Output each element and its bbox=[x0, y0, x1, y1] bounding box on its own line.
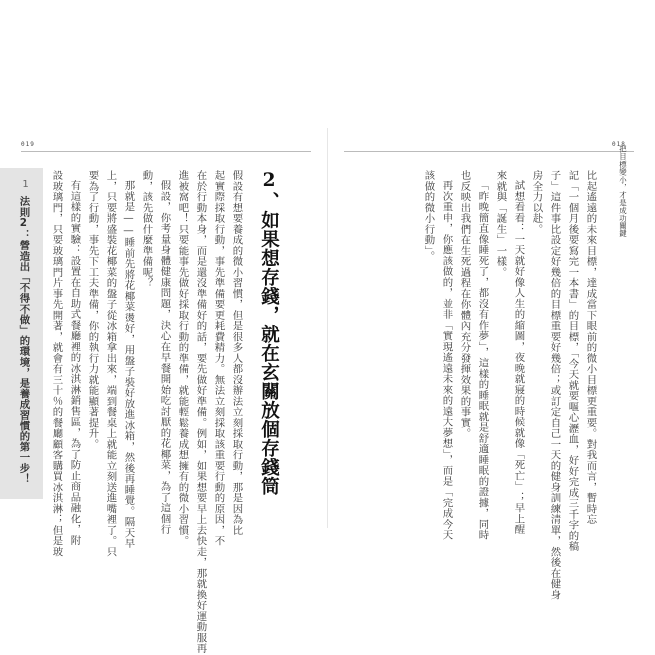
right-top-rule bbox=[344, 151, 634, 152]
left-column-2: 起實際採取行動，事先準備要更耗費精力。無法立刻採取該重要行動的原因，不 bbox=[212, 170, 225, 547]
left-column-5: 假設，你考量身體健康問題，決心在早餐開始吃討厭的花椰菜，為了這個行 bbox=[158, 180, 171, 535]
left-column-7: 那就是——睡前先將花椰菜燙好，用盤子裝好放進冰箱，然後再睡覺。隔天早 bbox=[122, 180, 135, 549]
left-top-rule bbox=[21, 151, 311, 152]
right-column-1: 比起遙遠的未來目標，達成當下眼前的微小目標更重要。對我而言，暫時忘 bbox=[584, 170, 597, 525]
section-heading: 2、如果想存錢，就在玄關放個存錢筒 bbox=[258, 170, 280, 496]
right-column-8: 也反映出我們在生死過程在你體內充分發揮效果的事實。 bbox=[458, 170, 471, 439]
right-column-10: 該做的微小行動」。 bbox=[422, 170, 435, 262]
left-column-4: 進被窩吧！只要能事先做好採取行動的準備，就能輕鬆養成想擁有的微小習慣。 bbox=[176, 170, 189, 547]
right-column-5: 試想看看：一天就好像人生的縮圖，夜晚就寢的時候就像「死亡」；早上醒 bbox=[512, 180, 525, 535]
left-column-3: 在於行動本身，而是還沒準備好的話，要先做好準備。例如，如果想要早上去快走，那就換好運動服再 bbox=[194, 170, 207, 654]
right-page-number: 018 bbox=[612, 141, 626, 148]
left-column-11: 設玻璃門，只要玻璃門片事先開著，就會有三十％的餐廳顧客購買冰淇淋；但是玻 bbox=[50, 170, 63, 557]
left-column-8: 上，只要將盛裝花椰菜的盤子從冰箱拿出來，端到餐桌上就能立刻送進嘴裡了。只 bbox=[104, 170, 117, 557]
right-column-4: 房全力以赴。 bbox=[530, 170, 543, 235]
left-column-1: 假設有想要養成的微小習慣，但是很多人都沒辦法立刻採取行動，那是因為比 bbox=[230, 170, 243, 536]
right-column-9: 再次重申，你應該做的，並非「實現遙遠未來的遠大夢想」，而是「完成今天 bbox=[440, 180, 453, 541]
running-header: 把目標變小，才是成功關鍵 bbox=[618, 145, 628, 238]
right-column-2: 記「一個月後要寫完一本書」的目標，「今天就要嘔心瀝血，好好完成三千字的稿 bbox=[566, 170, 579, 552]
page-fold bbox=[327, 128, 328, 528]
left-column-6: 動，該先做什麼準備呢？ bbox=[140, 170, 153, 289]
right-column-6: 來就與「誕生」一樣。 bbox=[494, 170, 507, 278]
right-column-3: 子」這件事比設定好幾倍的目標重要好幾倍；或訂定自己一天的健身訓練清單，然後在健身 bbox=[548, 170, 561, 600]
left-page-number: 019 bbox=[21, 141, 35, 148]
left-column-9: 要為了行動，事先下工夫準備，你的執行力就能顯著提升。 bbox=[86, 170, 99, 450]
right-column-7: 「昨晚簡直像睡死了，都沒有作夢」，這樣的睡眠就是舒適睡眠的證據，同時 bbox=[476, 180, 489, 541]
side-tab-text: 法則2：營造出「不得不做」的環境，是養成習慣的第一步！ bbox=[17, 196, 30, 484]
left-column-10: 有這樣的實驗：設置在自助式餐廳裡的冰淇淋銷售區，為了防止商品融化，附 bbox=[68, 180, 81, 546]
side-tab-mark: 1 bbox=[20, 179, 31, 190]
